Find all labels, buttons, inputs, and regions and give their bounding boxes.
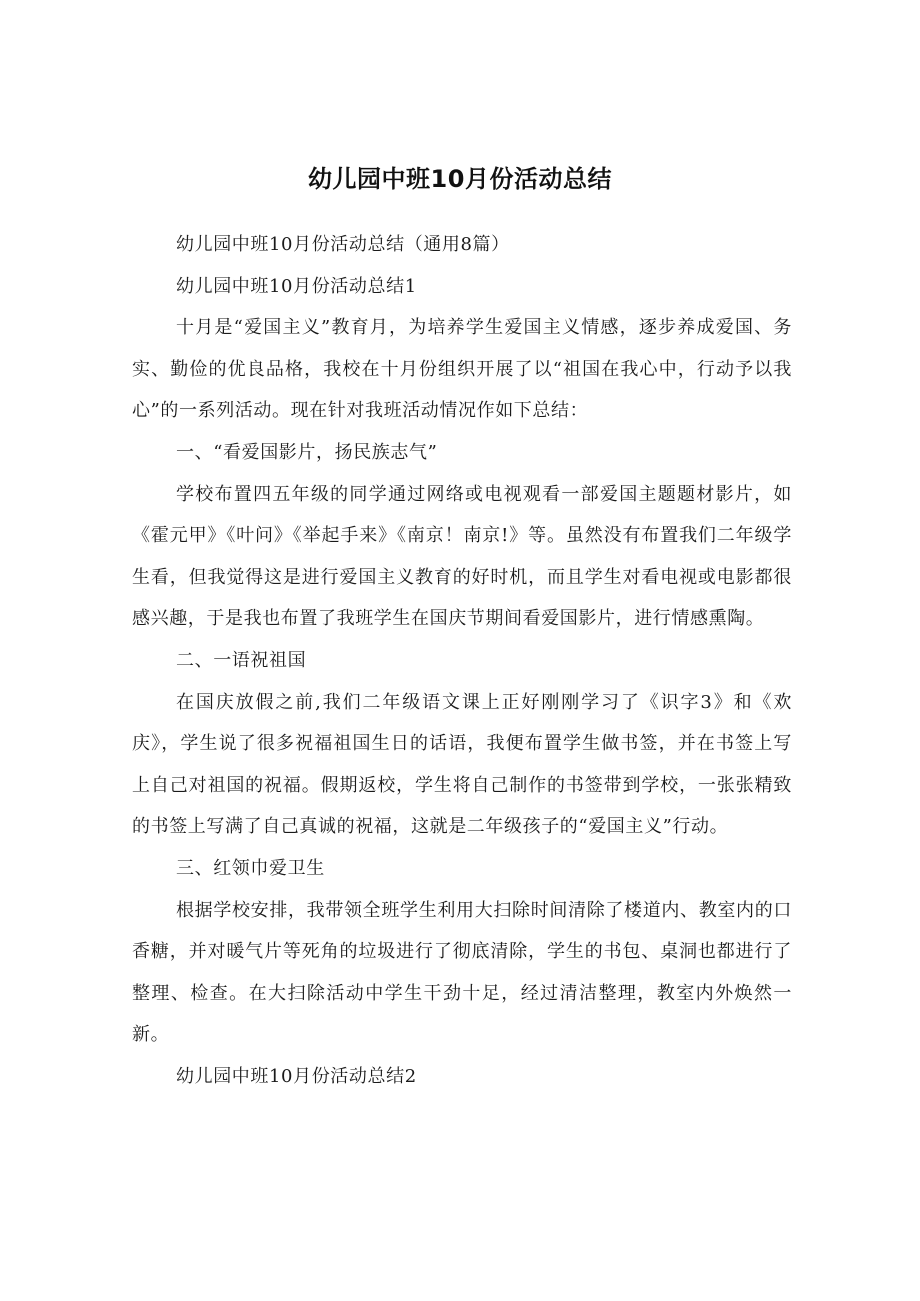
subheading-watch-films: 一、“看爱国影片，扬民族志气” — [176, 441, 438, 463]
section-heading-1: 幼儿园中班10月份活动总结1 — [176, 275, 417, 297]
subtitle-paragraph: 幼儿园中班10月份活动总结（通用8篇） — [176, 234, 510, 255]
body-paragraph: 十月是“爱国主义”教育月，为培养学生爱国主义情感，逐步养成爱国、务实、勤俭的优良品格，我校在十月份组织开展了以“祖国在我心中，行动予以我心”的一系列活动。现在针对我班活动情况作如下总结： — [132, 317, 792, 422]
body-paragraph: 学校布置四五年级的同学通过网络或电视观看一部爱国主题题材影片，如《霍元甲》《叶问》《举起手来》《南京！南京!》等。虽然没有布置我们二年级学生看，但我觉得这是进行爱国主义教育的好时机，而且学生对看电视或电影都很感兴趣，于是我也布置了我班学生在国庆节期间看爱国影片，进行情感熏陶。 — [132, 483, 792, 630]
subheading-bless-motherland: 二、一语祝祖国 — [176, 649, 307, 671]
body-paragraph: 在国庆放假之前,我们二年级语文课上正好刚刚学习了《识字3》和《欢庆》，学生说了很多祝福祖国生日的话语，我便布置学生做书签，并在书签上写上自己对祖国的祝福。假期返校，学生将自己制作的书签带到学校，一张张精致的书签上写满了自己真诚的祝福，这就是二年级孩子的“爱国主义”行动。 — [132, 691, 792, 838]
document-body — [132, 224, 792, 1097]
section-heading-2: 幼儿园中班10月份活动总结2 — [176, 1065, 417, 1087]
subheading-hygiene: 三、红领巾爱卫生 — [176, 857, 325, 879]
document-title: 幼儿园中班10月份活动总结 — [308, 165, 612, 194]
body-paragraph: 根据学校安排，我带领全班学生利用大扫除时间清除了楼道内、教室内的口香糖，并对暖气片等死角的垃圾进行了彻底清除，学生的书包、桌洞也都进行了整理、检查。在大扫除活动中学生干劲十足，经过清洁整理，教室内外焕然一新。 — [132, 899, 792, 1046]
